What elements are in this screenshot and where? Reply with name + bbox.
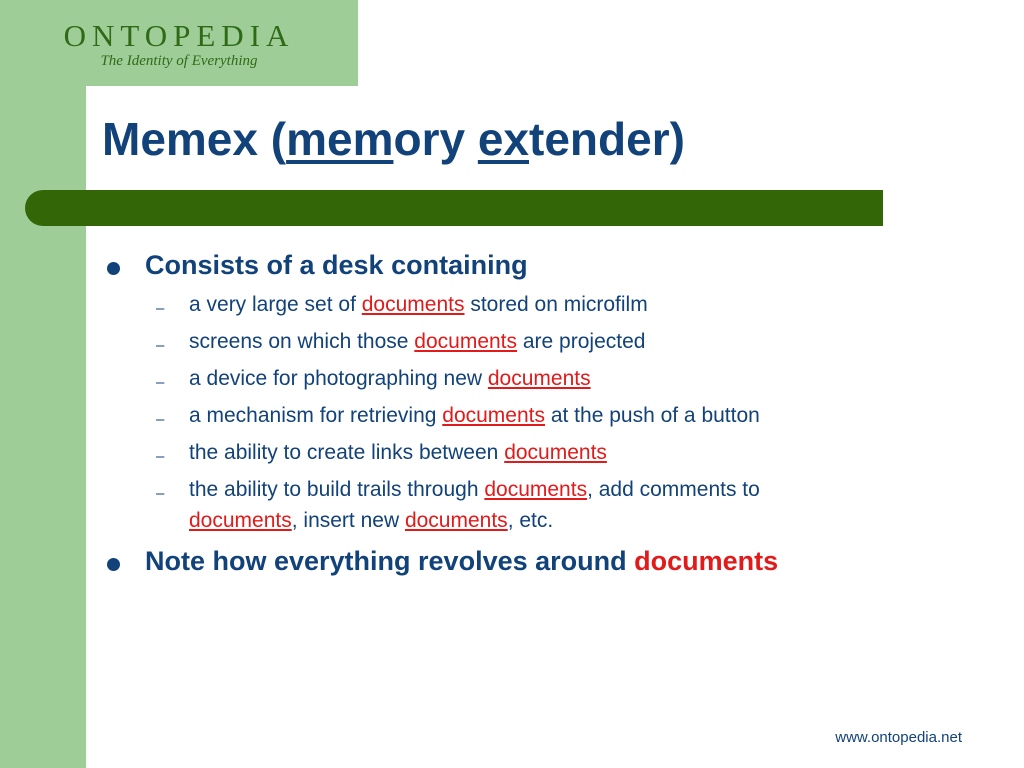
bullet-dot [107, 262, 120, 275]
title-underline-bar [25, 190, 883, 226]
dash-marker: – [156, 374, 165, 391]
title-mem: mem [286, 113, 394, 165]
sub-item-6-mid: , insert new [291, 509, 405, 532]
sub-item-4-text: a mechanism for retrieving [189, 404, 443, 427]
dash-marker: – [156, 411, 165, 428]
sub-item-6-end: , etc. [507, 509, 554, 532]
documents-link[interactable]: documents [484, 478, 588, 501]
sub-item-1 [189, 293, 648, 317]
sub-item-6-tail: , add comments to [587, 478, 760, 501]
sub-item-4 [189, 404, 760, 428]
bullet-2 [145, 546, 778, 577]
sub-item-6 [189, 478, 760, 502]
dash-marker: – [156, 448, 165, 465]
sub-item-1-text: a very large set of [189, 293, 362, 316]
sub-item-2 [189, 330, 645, 354]
bullet-2-text: Note how everything revolves around [145, 546, 635, 576]
slide-title [102, 112, 685, 166]
documents-link[interactable]: documents [442, 404, 545, 427]
title-ory: ory [393, 113, 478, 165]
footer-url: www.ontopedia.net [835, 729, 962, 746]
sub-item-5 [189, 441, 607, 465]
bullet-1: Consists of a desk containing [145, 250, 528, 280]
sub-item-4-tail: at the push of a button [545, 404, 760, 427]
documents-link[interactable]: documents [361, 293, 465, 316]
documents-link[interactable]: documents [414, 330, 518, 353]
dash-marker: – [156, 337, 165, 354]
documents-link[interactable]: documents [189, 509, 292, 532]
title-prefix: Memex ( [102, 113, 287, 165]
documents-link[interactable]: documents [487, 367, 591, 390]
sub-item-1-tail: stored on microfilm [464, 293, 648, 316]
sub-item-5-text: the ability to create links between [189, 441, 505, 464]
sub-item-3-text: a device for photographing new [189, 367, 488, 390]
brand-tagline: The Identity of Everything [100, 53, 258, 69]
dash-marker: – [156, 485, 165, 502]
brand-logo: ONTOPEDIA [63, 18, 295, 53]
bullet-2-highlight: documents [634, 546, 779, 576]
documents-link[interactable]: documents [404, 509, 508, 532]
dash-marker: – [156, 300, 165, 317]
documents-link[interactable]: documents [504, 441, 607, 464]
sub-item-2-tail: are projected [517, 330, 646, 353]
sub-item-3 [189, 367, 591, 391]
left-decor-strip [0, 0, 86, 768]
bullet-dot [107, 558, 120, 571]
title-ex: ex [477, 113, 530, 165]
sub-item-6-text: the ability to build trails through [189, 478, 485, 501]
title-suffix: tender) [529, 113, 685, 165]
sub-item-2-text: screens on which those [189, 330, 415, 353]
sub-item-6-continuation [189, 509, 553, 533]
